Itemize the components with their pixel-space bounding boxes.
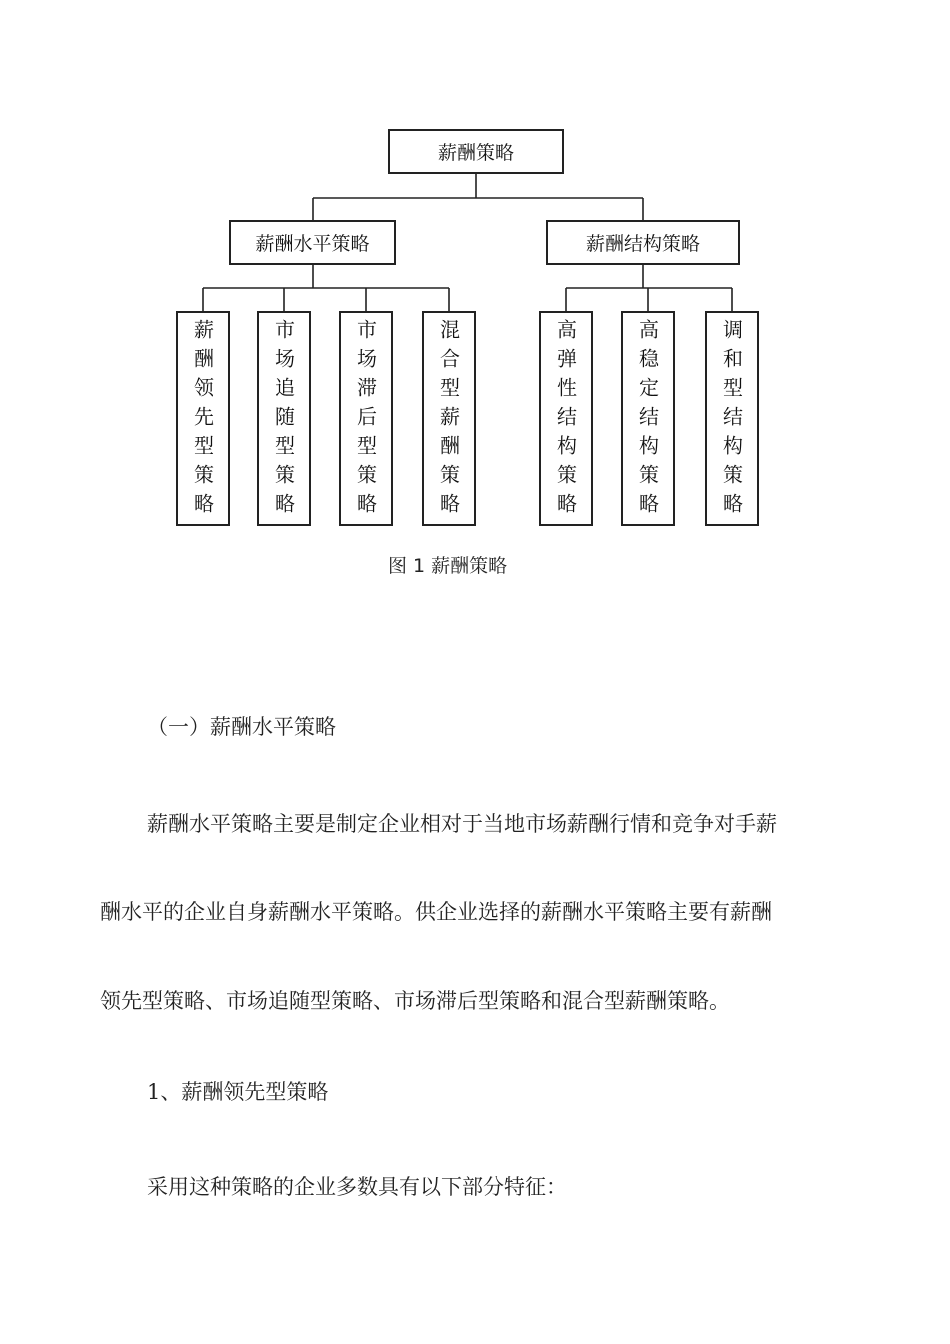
node-structure-child-2: 高稳定结构策略 (621, 311, 675, 526)
figure-caption: 图 1 薪酬策略 (388, 555, 508, 577)
node-structure-child-1: 高弹性结构策略 (539, 311, 593, 526)
salary-strategy-org-chart (0, 0, 950, 600)
node-level-child-3: 市场滞后型策略 (339, 311, 393, 526)
node-level-child-4: 混合型薪酬策略 (422, 311, 476, 526)
paragraph-line-3: 领先型策略、市场追随型策略、市场滞后型策略和混合型薪酬策略。 (100, 989, 730, 1013)
paragraph-line-1: 薪酬水平策略主要是制定企业相对于当地市场薪酬行情和竞争对手薪 (147, 812, 777, 836)
section-heading: （一）薪酬水平策略 (147, 715, 336, 739)
subheading: 1、薪酬领先型策略 (147, 1080, 329, 1104)
intro-sentence: 采用这种策略的企业多数具有以下部分特征： (147, 1175, 567, 1199)
node-root: 薪酬策略 (388, 129, 564, 174)
node-level-child-2: 市场追随型策略 (257, 311, 311, 526)
node-structure-strategy: 薪酬结构策略 (546, 220, 740, 265)
paragraph-line-2: 酬水平的企业自身薪酬水平策略。供企业选择的薪酬水平策略主要有薪酬 (100, 900, 772, 924)
node-level-child-1: 薪酬领先型策略 (176, 311, 230, 526)
node-structure-child-3: 调和型结构策略 (705, 311, 759, 526)
node-level-strategy: 薪酬水平策略 (229, 220, 396, 265)
